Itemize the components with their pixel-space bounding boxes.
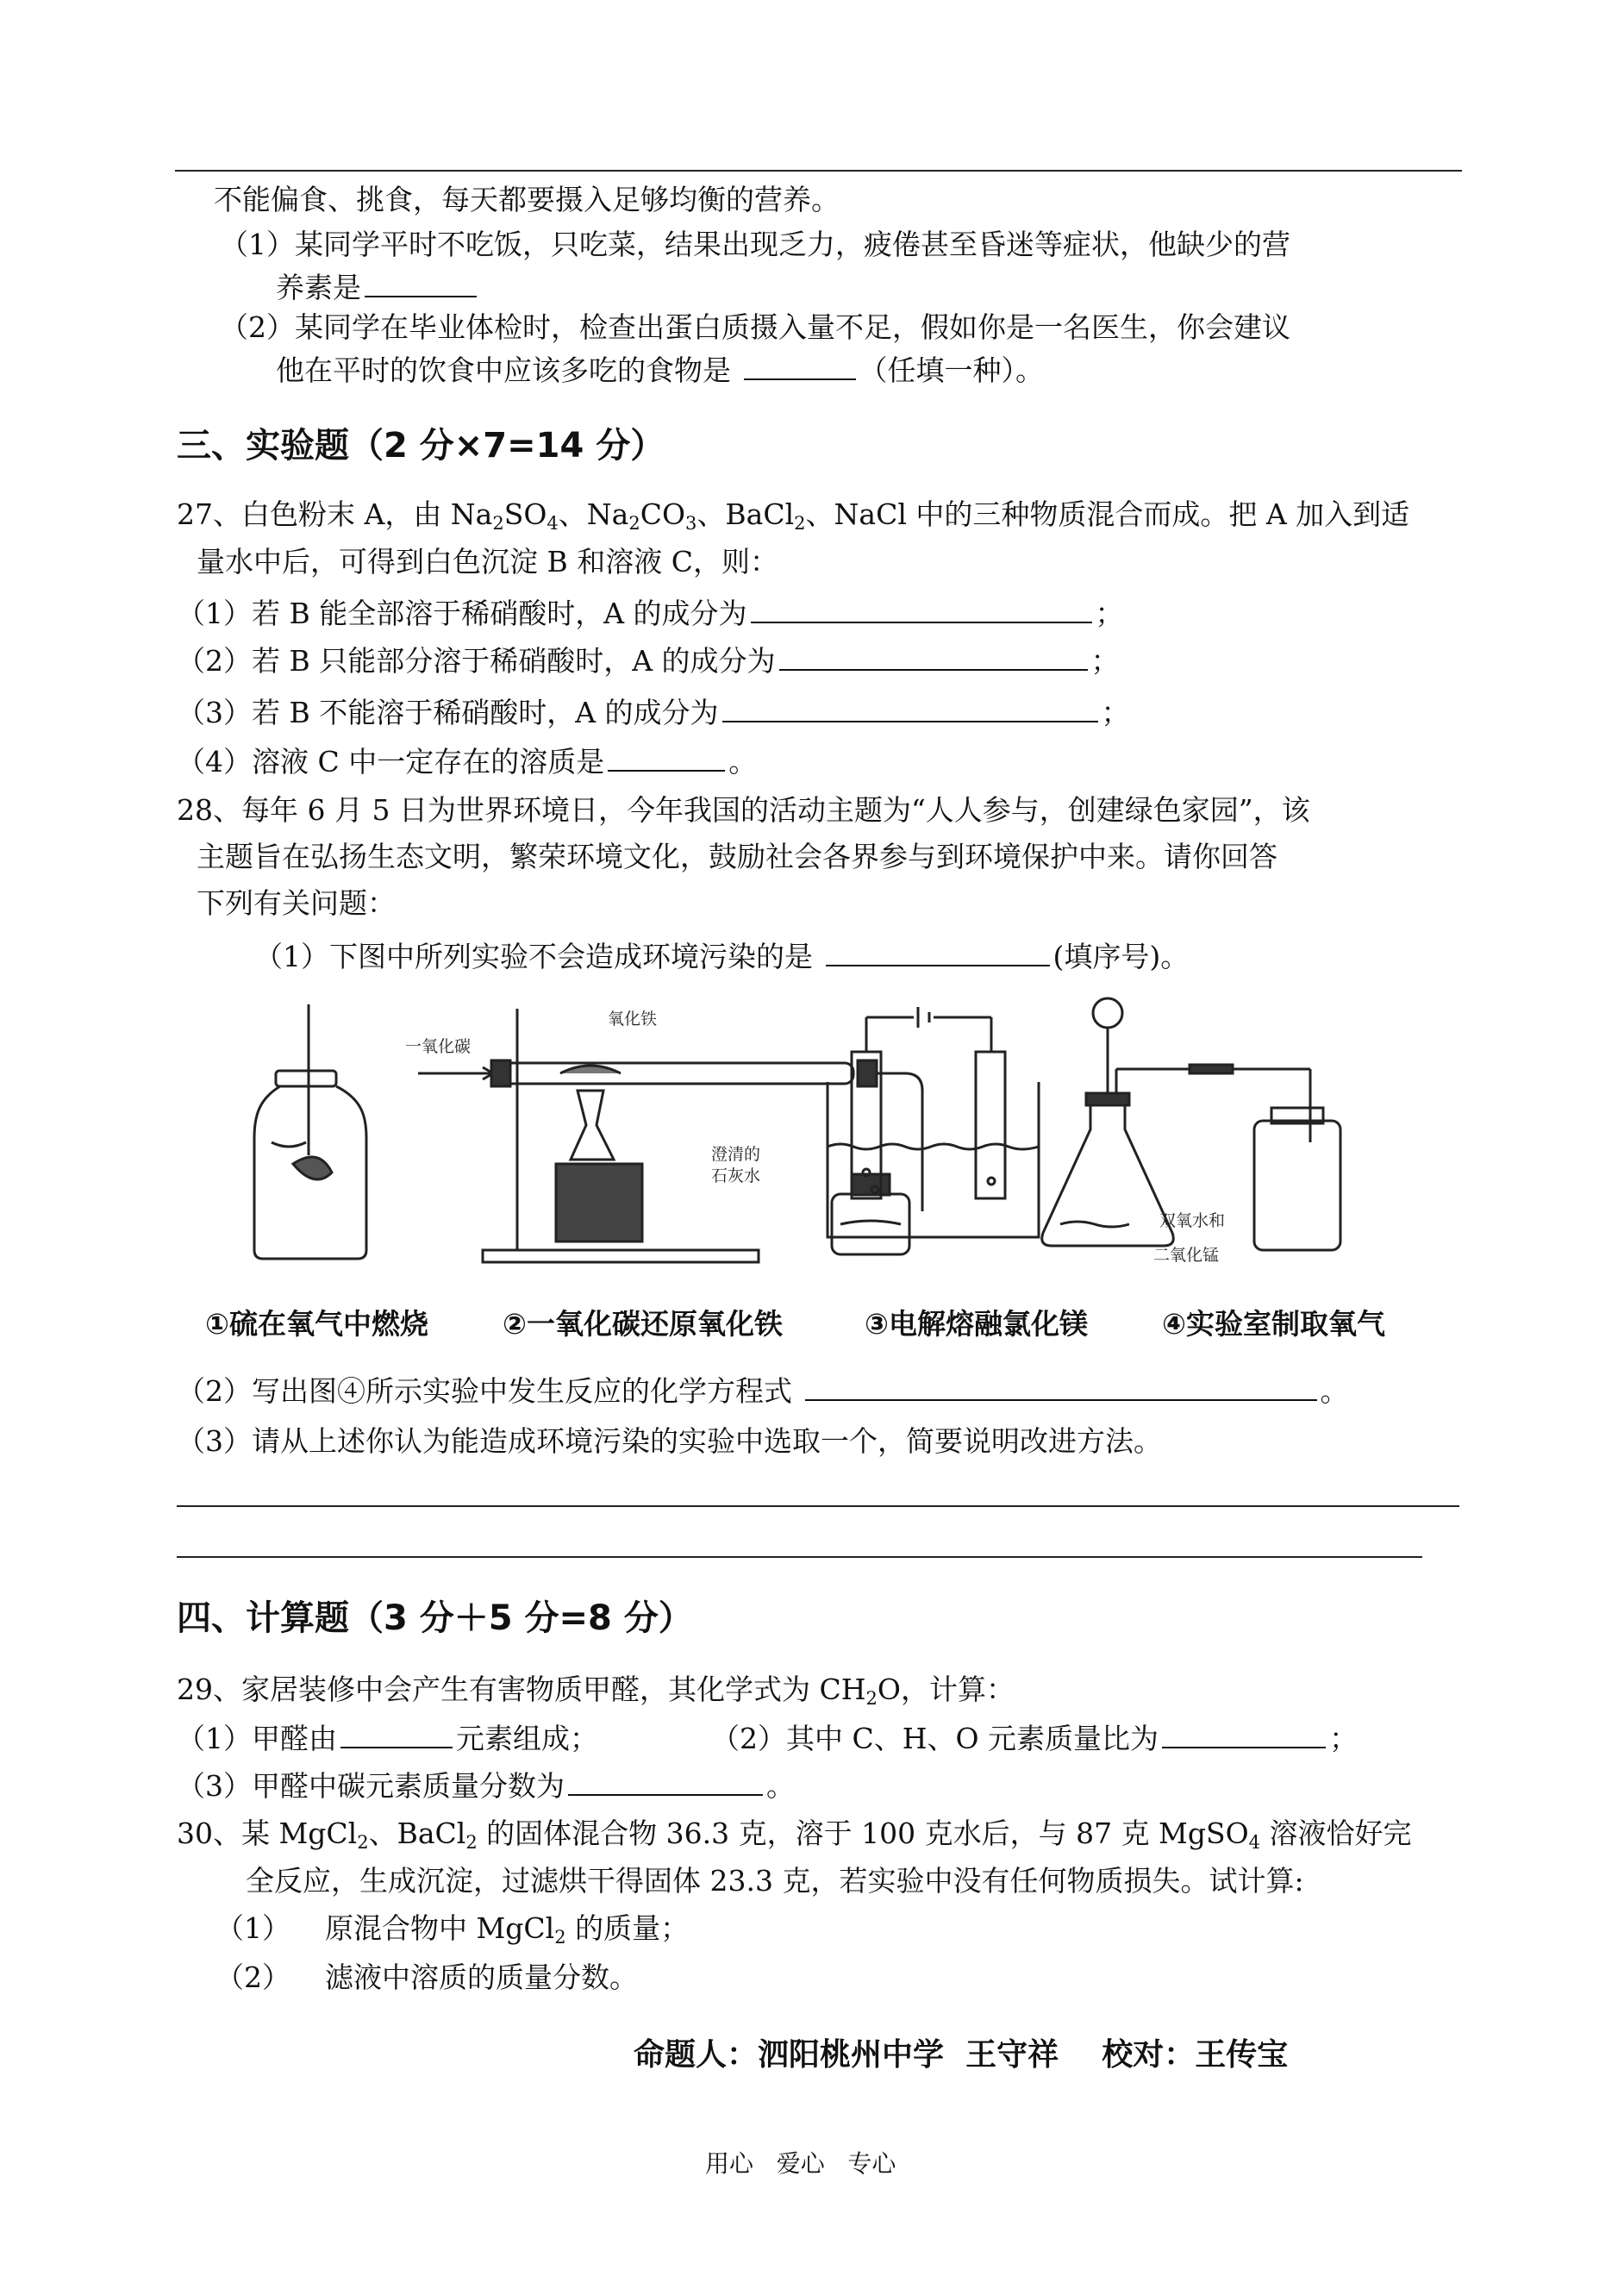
answer-line-2[interactable] [177, 1556, 1422, 1558]
intro-line: 不能偏食、挑食，每天都要摄入足够均衡的营养。 [214, 183, 840, 216]
answer-blank[interactable] [340, 1721, 453, 1748]
label-h2o2: 双氧水和 [1159, 1211, 1226, 1230]
q26-part1-line1: （1）某同学平时不吃饭，只吃菜，结果出现乏力，疲倦甚至昏迷等症状，他缺少的营 [220, 228, 1290, 261]
answer-blank[interactable] [365, 270, 477, 297]
answer-blank[interactable] [744, 353, 856, 380]
author-signature: 命题人：泗阳桃州中学 王守祥 校对：王传宝 [634, 2037, 1289, 2073]
electrolysis-figure [828, 1007, 1039, 1237]
q26-part2-line2 [276, 352, 1044, 390]
answer-line-1[interactable] [177, 1505, 1459, 1507]
q26-part2-line1: （2）某同学在毕业体检时，检查出蛋白质摄入量不足，假如你是一名医生，你会建议 [220, 310, 1290, 344]
q28-line2: 主题旨在弘扬生态文明，繁荣环境文化，鼓励社会各界参与到环境保护中来。请你回答 [197, 840, 1277, 873]
section-3-title: 三、实验题（2 分×7=14 分） [177, 426, 665, 466]
answer-blank[interactable] [826, 939, 1050, 966]
q30-part2: （2） 滤液中溶质的质量分数。 [215, 1960, 638, 1994]
q26-part1-text: 养素是 [276, 271, 361, 304]
label-co: 一氧化碳 [405, 1037, 472, 1056]
label-fe2o3: 氧化铁 [608, 1010, 658, 1029]
q28-line1: 28、每年 6 月 5 日为世界环境日，今年我国的活动主题为“人人参与，创建绿色家园”，该 [177, 793, 1310, 827]
q27-line2: 量水中后，可得到白色沉淀 B 和溶液 C，则： [197, 545, 778, 578]
q28-part3: （3）请从上述你认为能造成环境污染的实验中选取一个，简要说明改进方法。 [177, 1424, 1162, 1458]
answer-blank[interactable] [722, 695, 1098, 722]
section-4-title: 四、计算题（3 分＋5 分=8 分） [177, 1598, 693, 1638]
page-footer: 用心 爱心 专心 [705, 2149, 896, 2178]
q27-part4: （4）溶液 C 中一定存在的溶质是 。 [177, 745, 758, 779]
q26-part1-line2 [276, 269, 480, 307]
q26-part2-text: 他在平时的饮食中应该多吃的食物是 [276, 353, 731, 387]
label-limewater-1: 澄清的 [711, 1145, 761, 1164]
co-reduction-figure [418, 1009, 922, 1262]
q27-line1: 27、白色粉末 A，由 $Na_2SO_4$、$Na_2CO_3$、BaCl$_2$、NaCl 中的三种物质混合而成。把 A 加入到适 [177, 497, 1410, 534]
label-mno2: 二氧化锰 [1153, 1246, 1220, 1265]
caption-3: ③电解熔融氯化镁 [865, 1307, 1088, 1341]
sulfur-jar-figure [254, 1004, 366, 1259]
q30-line1: 30、某 MgCl$_2$、BaCl$_2$ 的固体混合物 36.3 克，溶于 100 克水后，与 87 克 MgSO$_4$ 溶液恰好完 [177, 1817, 1412, 1853]
q27-part2: （2）若 B 只能部分溶于稀硝酸时，A 的成分为 ； [177, 644, 1120, 678]
q28-part2: （2）写出图④所示实验中发生反应的化学方程式 。 [177, 1374, 1349, 1408]
caption-1: ①硫在氧气中燃烧 [205, 1307, 428, 1341]
answer-blank[interactable] [805, 1373, 1317, 1401]
q28-line3: 下列有关问题： [197, 886, 396, 920]
q29-part1: （1）甲醛由 元素组成； [177, 1722, 598, 1755]
answer-blank[interactable] [779, 643, 1088, 671]
answer-blank[interactable] [568, 1768, 763, 1796]
q30-part1: （1） 原混合物中 MgCl$_2$ 的质量； [215, 1911, 690, 1948]
q29-part2: （2）其中 C、H、O 元素质量比为 ； [711, 1722, 1359, 1755]
caption-4: ④实验室制取氧气 [1162, 1307, 1385, 1341]
caption-2: ②一氧化碳还原氧化铁 [503, 1307, 783, 1341]
header-rule [175, 170, 1462, 172]
q27-part3: （3）若 B 不能溶于稀硝酸时，A 的成分为 ； [177, 696, 1130, 729]
q27-part1: （1）若 B 能全部溶于稀硝酸时，A 的成分为 ； [177, 597, 1124, 630]
answer-blank[interactable] [1162, 1721, 1326, 1748]
label-limewater-2: 石灰水 [711, 1166, 761, 1185]
answer-blank[interactable] [751, 596, 1092, 623]
q26-part2-suffix: （任填一种）。 [859, 353, 1044, 387]
q28-part1: （1）下图中所列实验不会造成环境污染的是 (填序号)。 [254, 940, 1190, 973]
experiment-figures [233, 991, 1440, 1285]
q30-line2: 全反应，生成沉淀，过滤烘干得固体 23.3 克，若实验中没有任何物质损失。试计算: [246, 1864, 1304, 1898]
answer-blank[interactable] [608, 744, 725, 772]
q29-part3: （3）甲醛中碳元素质量分数为 。 [177, 1769, 795, 1803]
q29-line1: 29、家居装修中会产生有害物质甲醛，其化学式为 $CH_2O$，计算： [177, 1673, 1015, 1709]
